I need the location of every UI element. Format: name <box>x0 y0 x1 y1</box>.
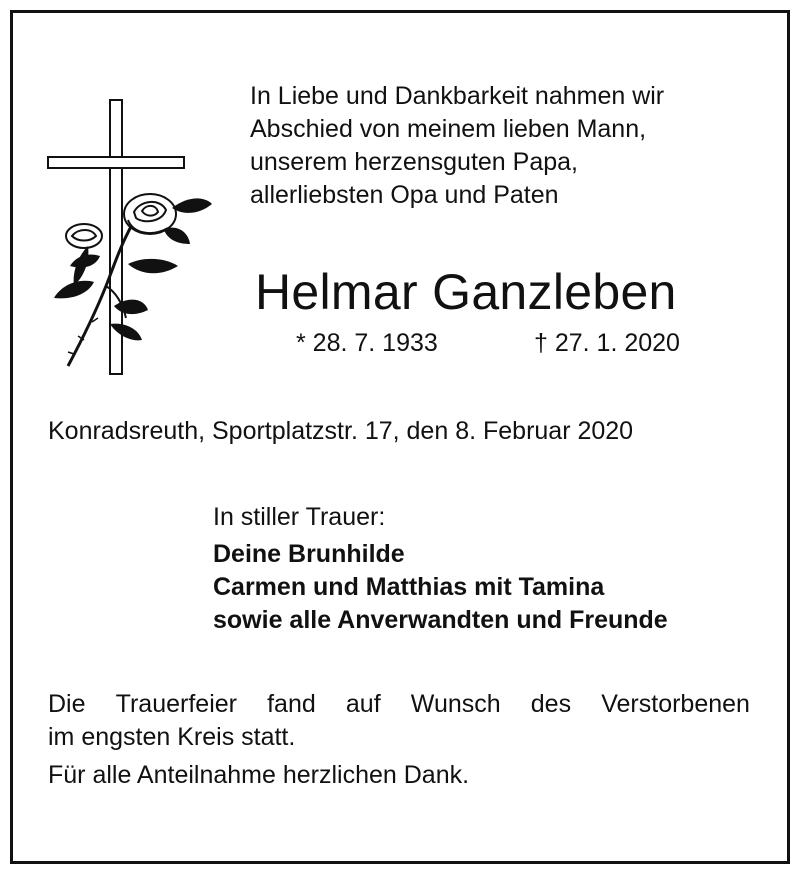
thanks-text: Für alle Anteilnahme herzlichen Dank. <box>48 761 470 789</box>
intro-text <box>250 80 770 212</box>
notice-word: Die <box>48 690 86 718</box>
cross-with-rose-icon <box>44 96 220 378</box>
mourner-line: sowie alle Anverwandten und Freunde <box>213 606 668 634</box>
funeral-notice-line <box>48 688 750 721</box>
mourners-list <box>213 538 668 637</box>
notice-word: fand <box>267 690 316 718</box>
mourner-line: Deine Brunhilde <box>213 540 405 568</box>
intro-line: In Liebe und Dankbarkeit nahmen wir <box>250 82 665 110</box>
notice-word: Trauerfeier <box>115 690 237 718</box>
notice-word: des <box>530 690 572 718</box>
funeral-notice-line: im engsten Kreis statt. <box>48 723 296 751</box>
deceased-name: Helmar Ganzleben <box>255 264 677 320</box>
intro-line: allerliebsten Opa und Paten <box>250 181 559 209</box>
death-date: † 27. 1. 2020 <box>534 329 680 357</box>
intro-line: Abschied von meinem lieben Mann, <box>250 115 647 143</box>
mourning-label: In stiller Trauer: <box>213 503 386 531</box>
funeral-notice <box>48 688 750 754</box>
mourner-line: Carmen und Matthias mit Tamina <box>213 573 605 601</box>
place-and-date: Konradsreuth, Sportplatzstr. 17, den 8. Februar 2020 <box>48 417 634 445</box>
birth-date: * 28. 7. 1933 <box>296 329 438 357</box>
intro-line: unserem herzensguten Papa, <box>250 148 578 176</box>
notice-word: Verstorbenen <box>601 690 750 718</box>
notice-word: Wunsch <box>410 690 501 718</box>
notice-word: auf <box>345 690 381 718</box>
